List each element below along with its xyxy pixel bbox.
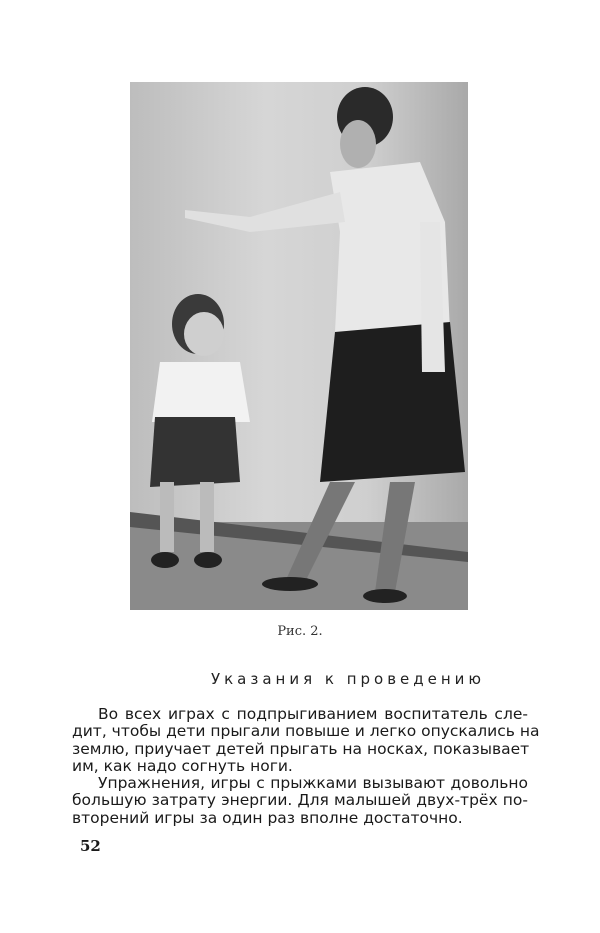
paragraph-2: [72, 775, 528, 827]
page-number: 52: [80, 837, 101, 855]
text-line: Во всех играх с подпрыгиванием воспитатель сле-: [98, 705, 528, 723]
section-heading: Указания к проведению: [210, 670, 486, 688]
text-line: им, как надо согнуть ноги.: [72, 756, 293, 775]
body-text: [72, 705, 540, 827]
paragraph-1: [72, 705, 540, 775]
text-line: вторений игры за один раз вполне достаточно.: [72, 808, 463, 827]
text-line: большую затрату энергии. Для малышей двух-трёх по-: [72, 791, 528, 810]
figure-caption: Рис. 2.: [277, 624, 323, 639]
text-line: Упражнения, игры с прыжками вызывают довольно: [98, 774, 528, 793]
photo-illustration: [130, 82, 468, 610]
photo-teacher-and-child: [130, 82, 468, 610]
text-line: землю, приучает детей прыгать на носках, показывает: [72, 739, 530, 758]
text-line: дит, чтобы дети прыгали повыше и легко опускались на: [72, 722, 540, 741]
